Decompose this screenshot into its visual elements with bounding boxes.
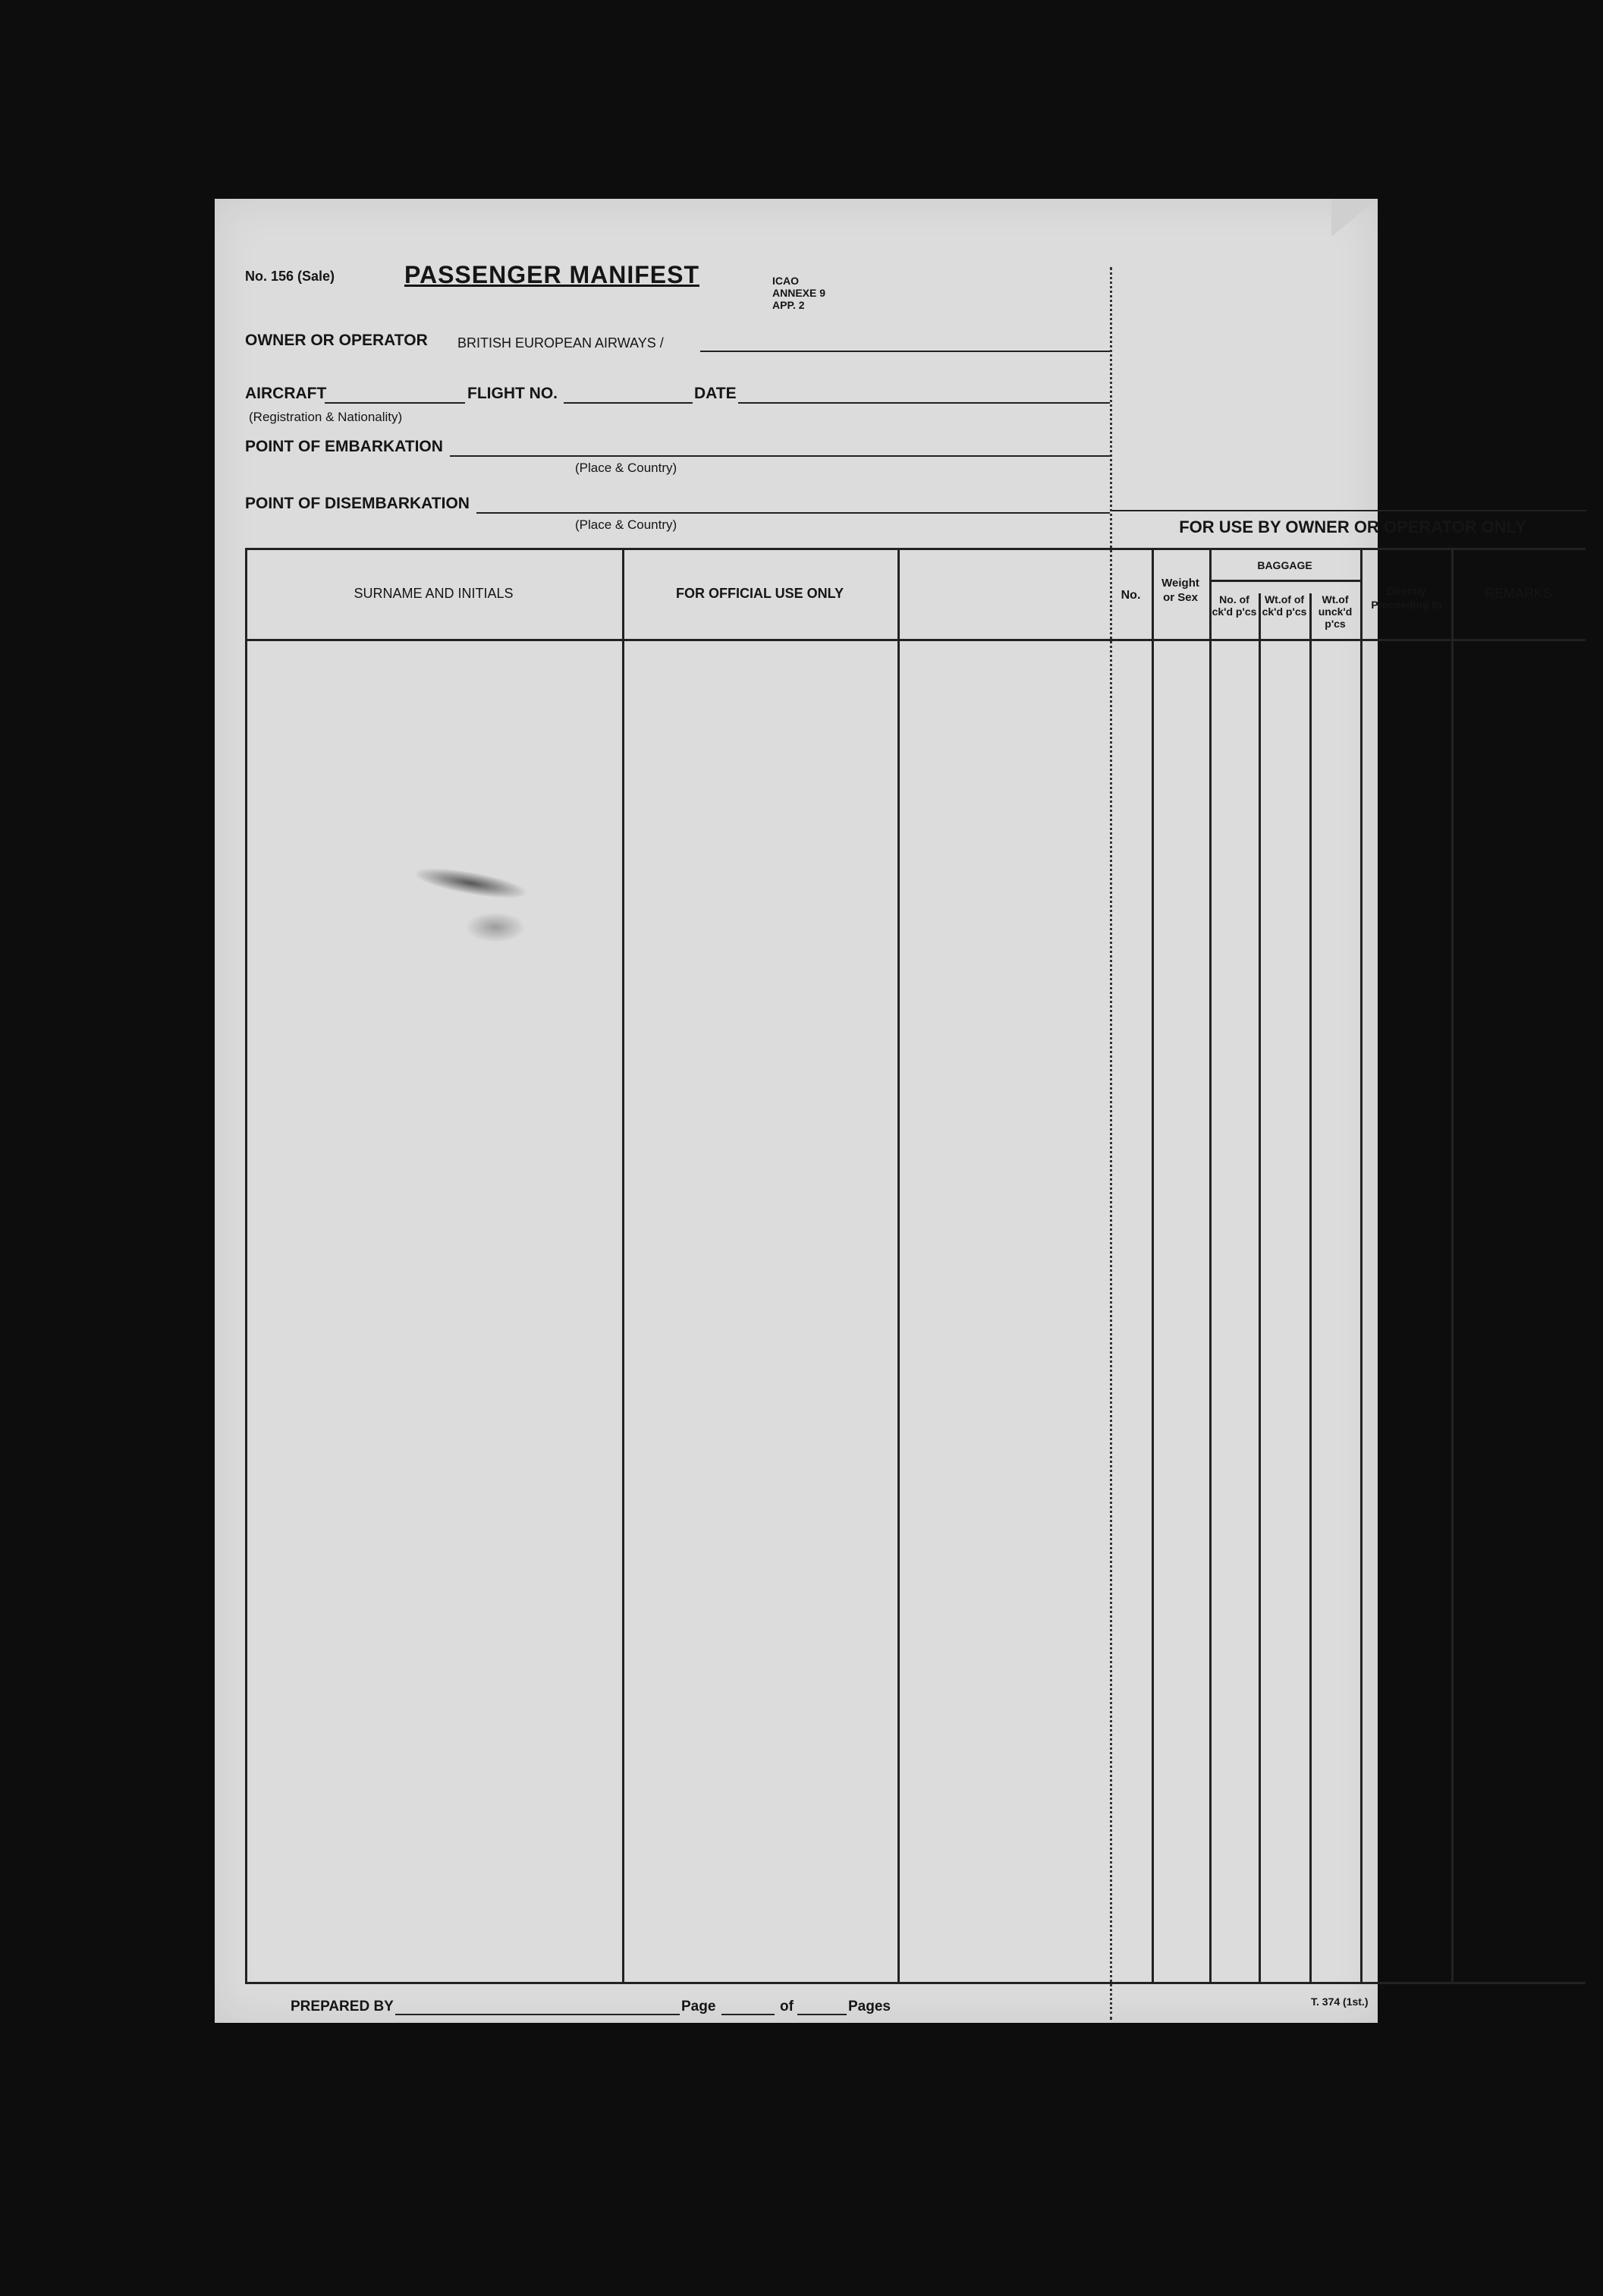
- form-title: PASSENGER MANIFEST: [404, 261, 699, 288]
- embarkation-note: (Place & Country): [575, 461, 677, 475]
- pages-field-line: [797, 2014, 847, 2015]
- perforation-divider: [1110, 267, 1112, 2020]
- flight-no-label: FLIGHT NO.: [467, 385, 558, 402]
- col-directly-heading: Directly Proceeding to: [1371, 585, 1442, 611]
- table-top-rule: [245, 548, 1586, 550]
- disembarkation-field-line: [476, 512, 1110, 514]
- flight-no-field-line: [564, 402, 693, 404]
- owner-field-line: [700, 351, 1110, 352]
- col-bag-wt-unck-heading: Wt.of unck'd p'cs: [1318, 593, 1353, 630]
- table-header-rule: [245, 639, 1586, 641]
- prepared-by-field-line: [395, 2014, 680, 2015]
- col-bag-no-heading: No. of ck'd p'cs: [1212, 593, 1257, 618]
- pages-label: Pages: [848, 1999, 891, 2015]
- date-label: DATE: [694, 385, 737, 402]
- owner-value: BRITISH EUROPEAN AIRWAYS /: [457, 335, 664, 351]
- disembarkation-note: (Place & Country): [575, 517, 677, 532]
- aircraft-label: AIRCRAFT: [245, 385, 327, 402]
- operator-section-heading: FOR USE BY OWNER OR OPERATOR ONLY: [1179, 517, 1526, 536]
- col-bag-wt-ck-heading: Wt.of of ck'd p'cs: [1262, 593, 1307, 618]
- col-rule-baggage: [1360, 548, 1363, 1982]
- of-label: of: [780, 1999, 794, 2015]
- baggage-subheader-rule: [1209, 580, 1360, 582]
- page-field-line: [721, 2014, 775, 2015]
- col-rule-bag-no: [1259, 593, 1261, 1982]
- operator-section-rule: [1112, 510, 1586, 511]
- col-rule-official: [897, 548, 900, 1982]
- col-rule-directly: [1451, 548, 1454, 1982]
- folded-corner: [1331, 199, 1377, 237]
- manifest-form: [215, 199, 1552, 2023]
- col-remarks-heading: REMARKS: [1484, 586, 1552, 601]
- registration-note: (Registration & Nationality): [249, 410, 403, 424]
- col-rule-left: [245, 548, 247, 1982]
- form-code: T. 374 (1st.): [1311, 1996, 1369, 2008]
- ink-smudge-faint: [465, 912, 526, 942]
- col-rule-bag-wt: [1309, 593, 1312, 1982]
- embarkation-field-line: [450, 455, 1110, 457]
- col-official-heading: FOR OFFICIAL USE ONLY: [675, 586, 844, 601]
- aircraft-field-line: [325, 402, 465, 404]
- owner-label: OWNER OR OPERATOR: [245, 332, 428, 349]
- prepared-by-label: PREPARED BY: [291, 1999, 394, 2015]
- page-label: Page: [681, 1999, 716, 2015]
- col-no-heading: No.: [1121, 589, 1141, 602]
- disembarkation-label: POINT OF DISEMBARKATION: [245, 495, 470, 512]
- embarkation-label: POINT OF EMBARKATION: [245, 438, 443, 455]
- col-baggage-heading: BAGGAGE: [1257, 559, 1312, 571]
- form-number: No. 156 (Sale): [245, 269, 335, 284]
- col-rule-no: [1152, 548, 1154, 1982]
- col-weight-heading: Weight or Sex: [1161, 577, 1199, 604]
- icao-reference: ICAO ANNEXE 9 APP. 2: [772, 275, 826, 311]
- ink-smudge: [415, 863, 527, 904]
- col-rule-surname: [622, 548, 624, 1982]
- col-surname-heading: SURNAME AND INITIALS: [354, 586, 514, 601]
- date-field-line: [738, 402, 1110, 404]
- col-rule-weight: [1209, 548, 1212, 1982]
- table-bottom-rule: [245, 1982, 1586, 1984]
